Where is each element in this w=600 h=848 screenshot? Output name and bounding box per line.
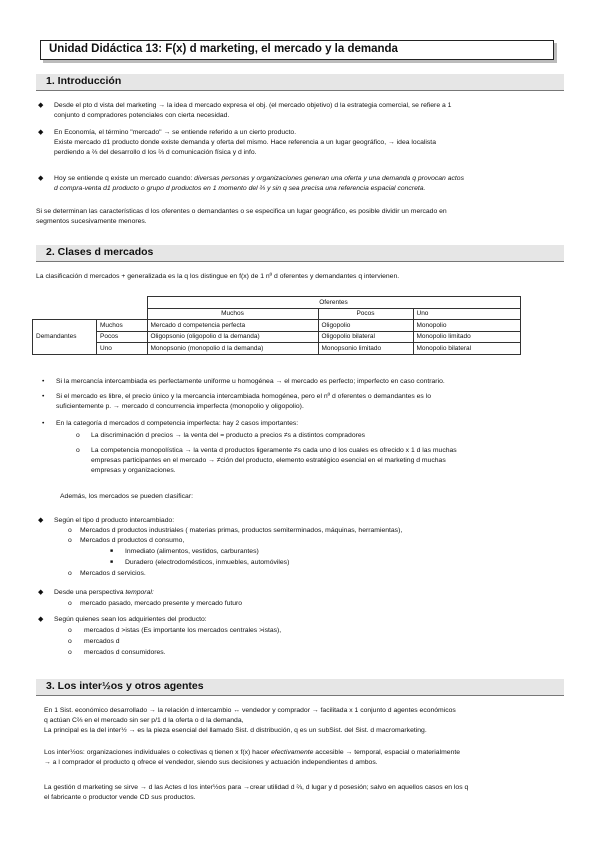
demandantes-header: Demandantes [33, 320, 97, 355]
row-header: Muchos [97, 320, 148, 332]
agents-paragraph-1-line-1: En 1 Sist. económico desarrollado → la relación d intercambio ↔ vendedor y comprador → facilitada x 1 conjunto d agentes económicos [44, 707, 456, 714]
sub-bullet-icon: o [68, 600, 72, 607]
intro-bullet-2-line-3: perdiendo a ⅔ del desarrollo d los ⅔ d comunicación física y d info. [54, 149, 257, 156]
sub-bullet-icon: o [68, 649, 72, 656]
agents-paragraph-2-line-1: Los inter½os: organizaciones individuales o colectivas q tienen x f(x) hacer efectivamente accesible → temporal, espacial o materialmente [44, 749, 460, 756]
row-header: Uno [97, 343, 148, 355]
group-1-item-1: Mercados d productos industriales ( materias primas, productos semiterminados, máquinas, herramientas), [80, 527, 403, 534]
bullet-icon: ◆ [38, 616, 44, 623]
agents-paragraph-1-line-2: q actúan C⅔ en el mercado sin ser p/1 d la oferta o d la demanda, [44, 717, 244, 724]
sub-bullet-icon: o [68, 638, 72, 645]
section-heading-intermediarios: 3. Los inter½os y otros agentes [36, 679, 564, 696]
table-cell: Monopolio bilateral [413, 343, 520, 355]
agents-paragraph-3-line-2: el fabricante o productor vende CD sus productos. [44, 794, 196, 801]
table-cell: Oligopolio bilateral [318, 331, 413, 343]
row-header: Pocos [97, 331, 148, 343]
agents-paragraph-2-line-2: → a l comprador el producto q ofrece el vendedor, siendo sus decisiones y actuación independientes d ambos. [44, 759, 378, 766]
clases-bullet-1: Si la mercancía intercambiada es perfectamente uniforme u homogénea → el mercado es perfecto; imperfecto en caso contrario. [56, 378, 445, 385]
oferentes-header: Oferentes [147, 297, 520, 309]
group-3-item-3: mercados d consumidores. [84, 649, 166, 656]
intro-bullet-1-line-1: Desde el pto d vista del marketing → la idea d mercado expresa el obj. (el mercado objetivo) d la estrategia comercial, se refiere a 1 [54, 102, 452, 109]
bullet-icon: ◆ [38, 517, 44, 524]
table-cell: Monopsonio limitado [318, 343, 413, 355]
bullet-icon: ◆ [38, 589, 44, 596]
group-2-item-1: mercado pasado, mercado presente y mercado futuro [80, 600, 243, 607]
col-header: Muchos [147, 308, 318, 320]
sub-bullet-icon: o [68, 627, 72, 634]
intro-paragraph-line-1: Si se determinan las características d los oferentes o demandantes o se especifica un lugar geográfico, es posible dividir un mercado en [36, 208, 447, 215]
bullet-icon: ◆ [38, 129, 44, 136]
intro-bullet-2-line-1: En Economía, el término "mercado" → se entiende referido a un cierto producto. [54, 129, 297, 136]
group-1-item-2a: Inmediato (alimentos, vestidos, carburantes) [125, 548, 259, 555]
table-cell: Mercado d competencia perfecta [147, 320, 318, 332]
square-bullet-icon: ■ [110, 559, 114, 565]
group-1-item-2: Mercados d productos d consumo, [80, 537, 185, 544]
group-2-lead: Desde una perspectiva temporal: [54, 589, 154, 596]
section-heading-intro: 1. Introducción [36, 74, 564, 91]
sub-bullet-icon: o [76, 432, 80, 439]
table-cell: Monopolio [413, 320, 520, 332]
bullet-icon: • [42, 420, 45, 427]
table-cell: Oligopolio [318, 320, 413, 332]
sub-bullet-2-line-1: La competencia monopolística → la venta d productos ligeramente ≠s cada uno d los cuales es ofrecido x 1 d las muchas [91, 447, 457, 454]
agents-paragraph-3-line-1: La gestión d marketing se sirve → d las Actes d los inter½os para →crear utilidad d ⅔, d lugar y d posesión; salvo en aquellos casos en los q [44, 784, 469, 791]
sub-bullet-icon: o [76, 447, 80, 454]
col-header: Pocos [318, 308, 413, 320]
sub-bullet-icon: o [68, 537, 72, 544]
group-1-lead: Según el tipo d producto intercambiado: [54, 517, 175, 524]
bullet-icon: • [42, 378, 45, 385]
group-1-item-2b: Duradero (electrodomésticos, inmuebles, automóviles) [125, 559, 290, 566]
document-title: Unidad Didáctica 13: F(x) d marketing, el mercado y la demanda [49, 43, 398, 55]
sub-bullet-1: La discriminación d precios → la venta del = producto a precios ≠s a distintos compradores [91, 432, 366, 439]
intro-bullet-3-line-2: d compra-venta d1 producto o grupo d productos en 1 momento del ⅔ y sin q sea precisa una referencia espacial concreta. [54, 185, 426, 192]
group-3-item-1: mercados d >istas (Es importante los mercados centrales >istas), [84, 627, 282, 634]
bullet-icon: ◆ [38, 175, 44, 182]
clases-bullet-2-line-2: suficientemente p. → mercado d concurrencia imperfecta (monopolio y oligopolio). [56, 403, 304, 410]
sub-bullet-2-line-3: empresas y organizaciones. [91, 467, 176, 474]
group-3-lead: Según quienes sean los adquirientes del producto: [54, 616, 207, 623]
sub-bullet-icon: o [68, 527, 72, 534]
group-3-item-2: mercados d [84, 638, 120, 645]
sub-bullet-2-line-2: empresas participantes en el mercado → ≠ción del producto, elemento estratégico esencial en el marketing d muchas [91, 457, 446, 464]
intro-bullet-2-line-2: Existe mercado d1 producto donde existe demanda y oferta del mismo. Hace referencia a un lugar geográfico, → idea localista [54, 139, 436, 146]
clases-intro: La clasificación d mercados + generalizada es la q los distingue en f(x) de 1 nº d oferentes y demandantes q intervienen. [36, 273, 400, 280]
col-header: Uno [413, 308, 520, 320]
market-classification-table [32, 296, 521, 355]
table-cell: Monopsonio (monopolio d la demanda) [147, 343, 318, 355]
section-heading-clases: 2. Clases d mercados [36, 245, 564, 262]
bullet-icon: ◆ [38, 102, 44, 109]
table-cell: Monopolio limitado [413, 331, 520, 343]
intro-paragraph-line-2: segmentos sucesivamente menores. [36, 218, 147, 225]
agents-paragraph-1-line-3: La principal es la del inter½ → es la pieza esencial del llamado Sist. d distribución, q es un subSist. del Sist. d macromarketing. [44, 727, 427, 734]
sub-bullet-icon: o [68, 570, 72, 577]
intro-bullet-3-line-1: Hoy se entiende q existe un mercado cuando: diversas personas y organizaciones generan una oferta y una demanda q provocan actos [54, 175, 464, 182]
group-1-item-3: Mercados d servicios. [80, 570, 146, 577]
table-cell: Oligopsonio (oligopolio d la demanda) [147, 331, 318, 343]
clasificar-lead: Además, los mercados se pueden clasificar: [60, 493, 193, 500]
clases-bullet-2-line-1: Si el mercado es libre, el precio único y la mercancía intercambiada homogénea, pero el nº d oferentes o demandantes es lo [56, 393, 432, 400]
intro-bullet-1-line-2: conjunto d compradores potenciales con cierta necesidad. [54, 112, 230, 119]
title-box [40, 40, 554, 60]
bullet-icon: • [42, 393, 45, 400]
square-bullet-icon: ■ [110, 548, 114, 554]
clases-bullet-3: En la categoría d mercados d competencia imperfecta: hay 2 casos importantes: [56, 420, 299, 427]
